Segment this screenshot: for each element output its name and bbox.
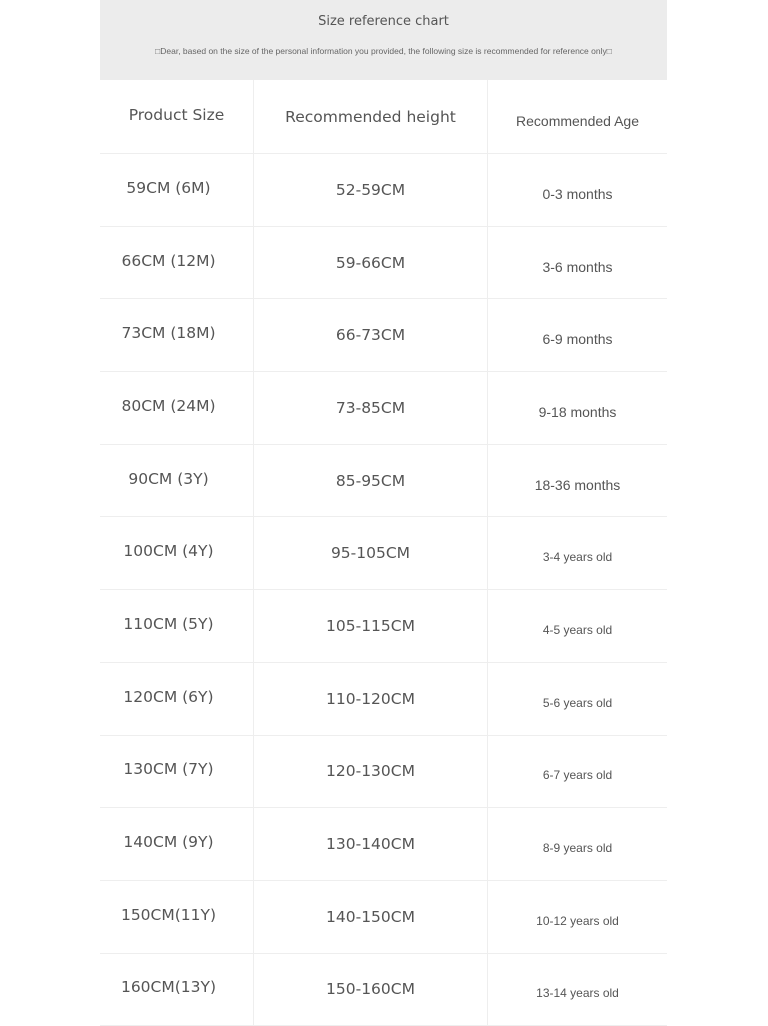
- header-cell-recommended-height: [254, 80, 488, 153]
- size-cell: [100, 881, 254, 953]
- height-value: 150-160CM: [326, 980, 415, 999]
- header-cell-product-size: [100, 80, 254, 153]
- age-cell: [488, 954, 667, 1026]
- height-value: 105-115CM: [326, 616, 415, 635]
- age-value: 3-6 months: [542, 258, 613, 275]
- age-cell: [488, 372, 667, 444]
- size-cell: [100, 954, 254, 1026]
- height-cell: [254, 154, 488, 226]
- table-row: [100, 881, 667, 954]
- age-value: 8-9 years old: [542, 841, 613, 856]
- age-cell: [488, 517, 667, 589]
- table-row: [100, 663, 667, 736]
- height-cell: [254, 227, 488, 299]
- size-value: 130CM (7Y): [123, 760, 214, 779]
- size-value: 59CM (6M): [126, 178, 211, 197]
- height-cell: [254, 445, 488, 517]
- header-cell-recommended-age: [488, 80, 667, 153]
- size-cell: [100, 299, 254, 371]
- chart-note: □Dear, based on the size of the personal information you provided, the following size is recommended for reference only□: [155, 46, 612, 56]
- height-value: 130-140CM: [326, 835, 415, 854]
- age-value: 5-6 years old: [542, 695, 613, 710]
- height-cell: [254, 517, 488, 589]
- height-value: 110-120CM: [326, 689, 415, 708]
- height-value: 66-73CM: [335, 326, 406, 345]
- table-row: [100, 445, 667, 518]
- age-cell: [488, 590, 667, 662]
- table-row: [100, 227, 667, 300]
- size-cell: [100, 808, 254, 880]
- height-cell: [254, 590, 488, 662]
- size-value: 150CM(11Y): [120, 905, 217, 924]
- height-cell: [254, 808, 488, 880]
- size-value: 100CM (4Y): [123, 542, 214, 561]
- height-value: 140-150CM: [326, 907, 415, 926]
- height-cell: [254, 372, 488, 444]
- height-cell: [254, 954, 488, 1026]
- table-row: [100, 954, 667, 1026]
- table-row: [100, 372, 667, 445]
- age-value: 4-5 years old: [542, 622, 613, 637]
- table-row: [100, 299, 667, 372]
- age-value: 3-4 years old: [542, 550, 613, 565]
- age-cell: [488, 299, 667, 371]
- age-value: 13-14 years old: [536, 986, 619, 1001]
- height-value: 95-105CM: [330, 544, 411, 563]
- age-value: 9-18 months: [538, 403, 617, 420]
- size-cell: [100, 154, 254, 226]
- size-value: 160CM(13Y): [120, 978, 217, 997]
- size-cell: [100, 227, 254, 299]
- height-cell: [254, 736, 488, 808]
- column-header: Recommended Age: [516, 112, 639, 129]
- age-cell: [488, 881, 667, 953]
- height-value: 59-66CM: [335, 253, 406, 272]
- chart-title: Size reference chart: [318, 14, 449, 29]
- size-cell: [100, 517, 254, 589]
- height-cell: [254, 881, 488, 953]
- height-value: 85-95CM: [335, 471, 406, 490]
- age-cell: [488, 736, 667, 808]
- size-cell: [100, 445, 254, 517]
- column-header: Product Size: [128, 105, 225, 124]
- size-chart: [100, 0, 667, 1024]
- size-value: 140CM (9Y): [123, 833, 214, 852]
- age-cell: [488, 154, 667, 226]
- height-cell: [254, 663, 488, 735]
- size-cell: [100, 663, 254, 735]
- size-value: 80CM (24M): [121, 396, 216, 415]
- age-cell: [488, 663, 667, 735]
- chart-header: [100, 0, 667, 80]
- size-value: 90CM (3Y): [128, 469, 209, 488]
- table-header-row: [100, 80, 667, 154]
- height-cell: [254, 299, 488, 371]
- table-row: [100, 590, 667, 663]
- height-value: 120-130CM: [326, 762, 415, 781]
- size-value: 73CM (18M): [121, 324, 216, 343]
- table-row: [100, 808, 667, 881]
- age-value: 6-7 years old: [542, 768, 613, 783]
- table-row: [100, 736, 667, 809]
- age-cell: [488, 808, 667, 880]
- size-value: 110CM (5Y): [123, 614, 214, 633]
- height-value: 73-85CM: [335, 398, 406, 417]
- age-value: 18-36 months: [534, 476, 621, 493]
- table-row: [100, 517, 667, 590]
- size-value: 66CM (12M): [121, 251, 216, 270]
- age-value: 0-3 months: [542, 185, 613, 202]
- size-table: [100, 80, 667, 1026]
- size-cell: [100, 372, 254, 444]
- age-cell: [488, 227, 667, 299]
- age-value: 6-9 months: [542, 331, 613, 348]
- column-header: Recommended height: [285, 107, 456, 126]
- table-row: [100, 154, 667, 227]
- size-cell: [100, 590, 254, 662]
- age-value: 10-12 years old: [536, 913, 619, 928]
- age-cell: [488, 445, 667, 517]
- size-cell: [100, 736, 254, 808]
- size-value: 120CM (6Y): [123, 687, 214, 706]
- height-value: 52-59CM: [335, 180, 406, 199]
